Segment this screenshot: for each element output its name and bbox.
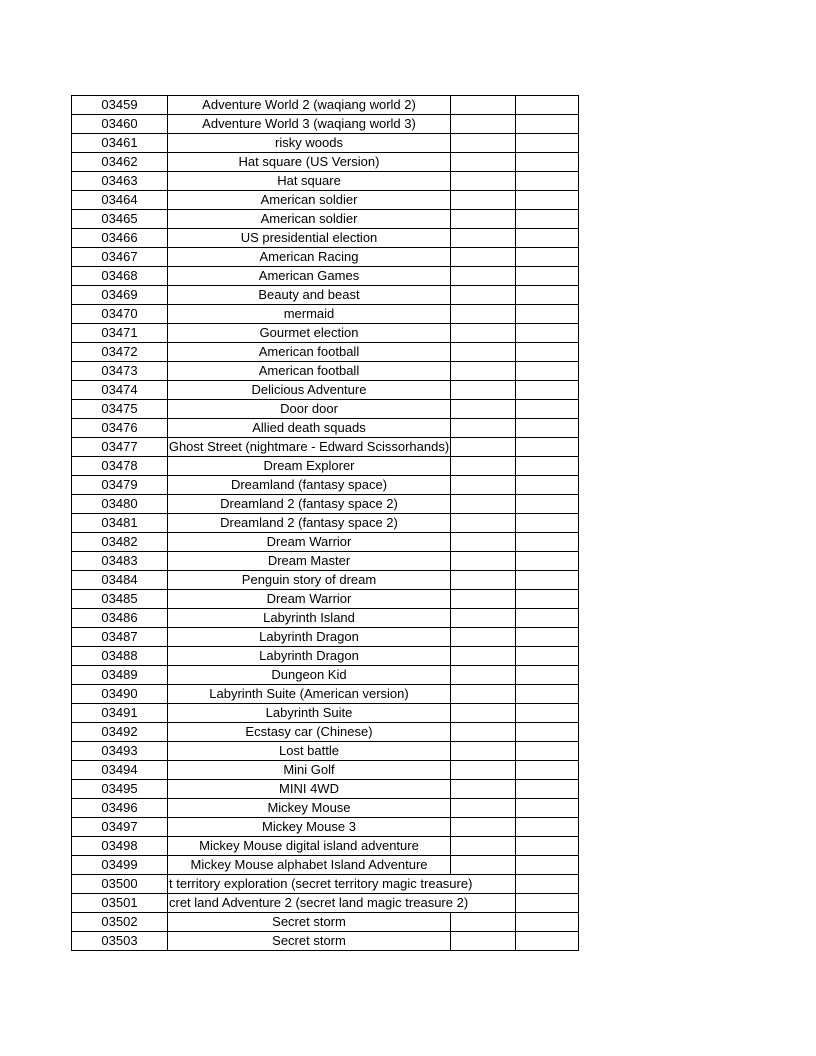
table-row	[72, 381, 579, 400]
cell-title-text: Dream Warrior	[266, 534, 352, 549]
cell-title-text: Gourmet election	[259, 325, 359, 340]
table-row	[72, 685, 579, 704]
cell-blank-2	[516, 666, 579, 685]
cell-title-text: American football	[258, 363, 360, 378]
cell-title	[168, 343, 451, 362]
cell-blank-1	[451, 514, 516, 533]
cell-title-text: American Games	[258, 268, 360, 283]
cell-id: 03495	[72, 780, 168, 799]
cell-blank-2	[516, 609, 579, 628]
cell-blank-2	[516, 153, 579, 172]
table-row	[72, 647, 579, 666]
cell-blank-1	[451, 438, 516, 457]
table-row	[72, 400, 579, 419]
cell-blank-1	[451, 552, 516, 571]
cell-title-text: Secret storm	[272, 914, 346, 929]
cell-blank-1	[451, 666, 516, 685]
cell-blank-2	[516, 305, 579, 324]
cell-id: 03502	[72, 913, 168, 932]
cell-title	[168, 685, 451, 704]
cell-title	[168, 229, 451, 248]
cell-title	[168, 457, 451, 476]
cell-title	[168, 628, 451, 647]
cell-id: 03469	[72, 286, 168, 305]
cell-title-text: American Racing	[259, 249, 359, 264]
table-row	[72, 495, 579, 514]
cell-blank-2	[516, 457, 579, 476]
cell-title-text: US presidential election	[240, 230, 378, 245]
cell-title	[168, 894, 516, 913]
table-row	[72, 875, 579, 894]
cell-blank-2	[516, 761, 579, 780]
cell-title	[168, 248, 451, 267]
table-row	[72, 362, 579, 381]
cell-blank-1	[451, 191, 516, 210]
cell-blank-2	[516, 875, 579, 894]
cell-id: 03484	[72, 571, 168, 590]
cell-title-text: cret land Adventure 2 (secret land magic treasure 2)	[169, 895, 469, 910]
cell-blank-2	[516, 381, 579, 400]
cell-id: 03466	[72, 229, 168, 248]
games-table	[71, 95, 579, 951]
cell-blank-2	[516, 742, 579, 761]
table-row	[72, 229, 579, 248]
cell-title	[168, 134, 451, 153]
cell-title	[168, 96, 451, 115]
table-row	[72, 343, 579, 362]
cell-title-text: Mickey Mouse	[267, 800, 351, 815]
cell-blank-1	[451, 704, 516, 723]
cell-title-text: Dreamland 2 (fantasy space 2)	[220, 496, 398, 511]
cell-blank-1	[451, 362, 516, 381]
cell-blank-1	[451, 495, 516, 514]
cell-blank-2	[516, 134, 579, 153]
table-row	[72, 628, 579, 647]
cell-id: 03475	[72, 400, 168, 419]
cell-id: 03482	[72, 533, 168, 552]
cell-title	[168, 590, 451, 609]
cell-blank-1	[451, 248, 516, 267]
cell-blank-2	[516, 818, 579, 837]
cell-title	[168, 400, 451, 419]
cell-blank-1	[451, 837, 516, 856]
cell-title	[168, 818, 451, 837]
cell-blank-2	[516, 552, 579, 571]
table-row	[72, 818, 579, 837]
cell-id: 03473	[72, 362, 168, 381]
cell-blank-1	[451, 343, 516, 362]
cell-id: 03471	[72, 324, 168, 343]
cell-id: 03463	[72, 172, 168, 191]
cell-title	[168, 704, 451, 723]
cell-title	[168, 210, 451, 229]
cell-title	[168, 723, 451, 742]
cell-title-text: Penguin story of dream	[241, 572, 377, 587]
cell-title	[168, 913, 451, 932]
cell-title	[168, 305, 451, 324]
cell-title	[168, 324, 451, 343]
cell-title	[168, 799, 451, 818]
cell-id: 03483	[72, 552, 168, 571]
cell-id: 03480	[72, 495, 168, 514]
cell-id: 03476	[72, 419, 168, 438]
cell-title	[168, 381, 451, 400]
cell-title	[168, 476, 451, 495]
table-row	[72, 419, 579, 438]
cell-title	[168, 571, 451, 590]
table-row	[72, 704, 579, 723]
cell-blank-2	[516, 932, 579, 951]
table-row	[72, 533, 579, 552]
table-row	[72, 172, 579, 191]
cell-id: 03486	[72, 609, 168, 628]
cell-blank-2	[516, 324, 579, 343]
cell-blank-2	[516, 115, 579, 134]
cell-title	[168, 647, 451, 666]
cell-id: 03468	[72, 267, 168, 286]
cell-blank-1	[451, 685, 516, 704]
cell-blank-2	[516, 704, 579, 723]
cell-title	[168, 115, 451, 134]
cell-id: 03485	[72, 590, 168, 609]
table-row	[72, 96, 579, 115]
cell-blank-2	[516, 286, 579, 305]
cell-blank-2	[516, 495, 579, 514]
cell-blank-2	[516, 210, 579, 229]
cell-id: 03487	[72, 628, 168, 647]
cell-blank-1	[451, 229, 516, 248]
table-row	[72, 932, 579, 951]
cell-id: 03490	[72, 685, 168, 704]
cell-title-text: Ghost Street (nightmare - Edward Scissorhands)	[168, 439, 450, 454]
cell-title	[168, 875, 516, 894]
cell-blank-1	[451, 476, 516, 495]
cell-title-text: Adventure World 3 (waqiang world 3)	[202, 116, 416, 131]
cell-blank-2	[516, 571, 579, 590]
cell-id: 03459	[72, 96, 168, 115]
cell-title	[168, 609, 451, 628]
cell-blank-2	[516, 723, 579, 742]
cell-blank-1	[451, 609, 516, 628]
cell-blank-1	[451, 153, 516, 172]
table-row	[72, 742, 579, 761]
cell-title-text: Labyrinth Dragon	[259, 648, 359, 663]
cell-blank-1	[451, 324, 516, 343]
cell-blank-2	[516, 343, 579, 362]
cell-title-text: American football	[258, 344, 360, 359]
cell-title-text: Mickey Mouse alphabet Island Adventure	[190, 857, 428, 872]
table-row	[72, 723, 579, 742]
cell-blank-1	[451, 400, 516, 419]
cell-id: 03496	[72, 799, 168, 818]
cell-id: 03462	[72, 153, 168, 172]
cell-title	[168, 780, 451, 799]
table-row	[72, 286, 579, 305]
cell-title	[168, 552, 451, 571]
cell-id: 03470	[72, 305, 168, 324]
cell-blank-2	[516, 400, 579, 419]
cell-title	[168, 191, 451, 210]
cell-id: 03472	[72, 343, 168, 362]
cell-title-text: Door door	[280, 401, 338, 416]
table-row	[72, 666, 579, 685]
cell-title-text: MINI 4WD	[279, 781, 339, 796]
table-row	[72, 590, 579, 609]
cell-blank-2	[516, 894, 579, 913]
cell-title	[168, 742, 451, 761]
cell-blank-1	[451, 305, 516, 324]
cell-blank-1	[451, 381, 516, 400]
cell-blank-2	[516, 628, 579, 647]
cell-title-text: Secret storm	[272, 933, 346, 948]
table-row	[72, 305, 579, 324]
cell-title-text: Ecstasy car (Chinese)	[245, 724, 373, 739]
cell-blank-1	[451, 761, 516, 780]
cell-blank-1	[451, 134, 516, 153]
games-table-body	[72, 96, 579, 951]
cell-id: 03474	[72, 381, 168, 400]
table-row	[72, 210, 579, 229]
cell-id: 03478	[72, 457, 168, 476]
cell-blank-2	[516, 362, 579, 381]
cell-blank-2	[516, 685, 579, 704]
cell-id: 03481	[72, 514, 168, 533]
cell-title	[168, 514, 451, 533]
cell-blank-1	[451, 723, 516, 742]
table-row	[72, 761, 579, 780]
cell-id: 03488	[72, 647, 168, 666]
cell-title-text: t territory exploration (secret territory magic treasure)	[169, 876, 473, 891]
table-row	[72, 191, 579, 210]
table-row	[72, 856, 579, 875]
cell-title	[168, 362, 451, 381]
cell-title	[168, 153, 451, 172]
table-row	[72, 248, 579, 267]
table-row	[72, 799, 579, 818]
cell-title-text: mermaid	[283, 306, 335, 321]
cell-blank-2	[516, 248, 579, 267]
cell-blank-2	[516, 172, 579, 191]
cell-title-text: Mini Golf	[283, 762, 335, 777]
table-row	[72, 609, 579, 628]
table-row	[72, 552, 579, 571]
cell-blank-1	[451, 818, 516, 837]
cell-blank-2	[516, 191, 579, 210]
cell-title-text: risky woods	[275, 135, 343, 150]
table-row	[72, 476, 579, 495]
cell-id: 03479	[72, 476, 168, 495]
cell-blank-1	[451, 172, 516, 191]
cell-blank-1	[451, 590, 516, 609]
table-row	[72, 324, 579, 343]
table-row	[72, 837, 579, 856]
cell-blank-1	[451, 210, 516, 229]
cell-blank-1	[451, 419, 516, 438]
cell-title	[168, 419, 451, 438]
cell-title	[168, 267, 451, 286]
table-row	[72, 438, 579, 457]
cell-title	[168, 932, 451, 951]
table-row	[72, 267, 579, 286]
table-row	[72, 115, 579, 134]
table-row	[72, 457, 579, 476]
cell-id: 03497	[72, 818, 168, 837]
cell-blank-2	[516, 647, 579, 666]
cell-id: 03493	[72, 742, 168, 761]
cell-blank-2	[516, 856, 579, 875]
table-row	[72, 153, 579, 172]
cell-blank-2	[516, 799, 579, 818]
cell-id: 03498	[72, 837, 168, 856]
cell-title-text: Dungeon Kid	[271, 667, 347, 682]
cell-id: 03477	[72, 438, 168, 457]
cell-blank-2	[516, 419, 579, 438]
cell-blank-1	[451, 799, 516, 818]
table-row	[72, 134, 579, 153]
cell-id: 03464	[72, 191, 168, 210]
cell-title	[168, 286, 451, 305]
cell-blank-1	[451, 533, 516, 552]
cell-title-text: Labyrinth Island	[263, 610, 355, 625]
cell-blank-1	[451, 267, 516, 286]
cell-title-text: Dream Explorer	[263, 458, 355, 473]
cell-blank-1	[451, 647, 516, 666]
cell-id: 03499	[72, 856, 168, 875]
cell-title	[168, 533, 451, 552]
cell-id: 03492	[72, 723, 168, 742]
cell-title-text: Dreamland 2 (fantasy space 2)	[220, 515, 398, 530]
cell-id: 03465	[72, 210, 168, 229]
cell-blank-2	[516, 438, 579, 457]
cell-id: 03467	[72, 248, 168, 267]
cell-title	[168, 856, 451, 875]
cell-title-text: Dreamland (fantasy space)	[230, 477, 388, 492]
cell-blank-1	[451, 286, 516, 305]
cell-title	[168, 172, 451, 191]
table-row	[72, 514, 579, 533]
cell-blank-1	[451, 856, 516, 875]
cell-title-text: Labyrinth Suite	[265, 705, 353, 720]
cell-blank-1	[451, 571, 516, 590]
cell-title-text: American soldier	[260, 192, 358, 207]
cell-blank-2	[516, 590, 579, 609]
cell-title-text: Dream Master	[267, 553, 351, 568]
cell-blank-1	[451, 913, 516, 932]
table-row	[72, 571, 579, 590]
cell-id: 03460	[72, 115, 168, 134]
cell-blank-2	[516, 780, 579, 799]
cell-blank-1	[451, 115, 516, 134]
cell-blank-2	[516, 476, 579, 495]
cell-id: 03461	[72, 134, 168, 153]
cell-blank-1	[451, 742, 516, 761]
cell-title-text: Delicious Adventure	[251, 382, 367, 397]
table-row	[72, 913, 579, 932]
cell-blank-1	[451, 96, 516, 115]
cell-id: 03501	[72, 894, 168, 913]
cell-title	[168, 438, 451, 457]
cell-title-text: Lost battle	[279, 743, 339, 758]
cell-blank-2	[516, 514, 579, 533]
cell-title-text: Mickey Mouse 3	[262, 819, 356, 834]
cell-title	[168, 495, 451, 514]
cell-id: 03494	[72, 761, 168, 780]
table-row	[72, 894, 579, 913]
cell-blank-2	[516, 267, 579, 286]
cell-title-text: Hat square	[277, 173, 341, 188]
cell-blank-2	[516, 837, 579, 856]
cell-title-text: Hat square (US Version)	[238, 154, 380, 169]
cell-title	[168, 837, 451, 856]
cell-id: 03503	[72, 932, 168, 951]
cell-blank-1	[451, 780, 516, 799]
cell-blank-2	[516, 96, 579, 115]
cell-blank-1	[451, 932, 516, 951]
cell-id: 03491	[72, 704, 168, 723]
cell-title-text: Mickey Mouse digital island adventure	[199, 838, 419, 853]
cell-title-text: Adventure World 2 (waqiang world 2)	[202, 97, 416, 112]
cell-title	[168, 666, 451, 685]
cell-blank-2	[516, 533, 579, 552]
cell-title-text: Beauty and beast	[258, 287, 360, 302]
cell-blank-2	[516, 229, 579, 248]
cell-blank-2	[516, 913, 579, 932]
cell-blank-1	[451, 628, 516, 647]
cell-title-text: Dream Warrior	[266, 591, 352, 606]
cell-title	[168, 761, 451, 780]
cell-title-text: Allied death squads	[252, 420, 366, 435]
cell-title-text: Labyrinth Suite (American version)	[209, 686, 409, 701]
cell-title-text: American soldier	[260, 211, 358, 226]
cell-title-text: Labyrinth Dragon	[259, 629, 359, 644]
table-row	[72, 780, 579, 799]
cell-id: 03489	[72, 666, 168, 685]
cell-id: 03500	[72, 875, 168, 894]
cell-blank-1	[451, 457, 516, 476]
